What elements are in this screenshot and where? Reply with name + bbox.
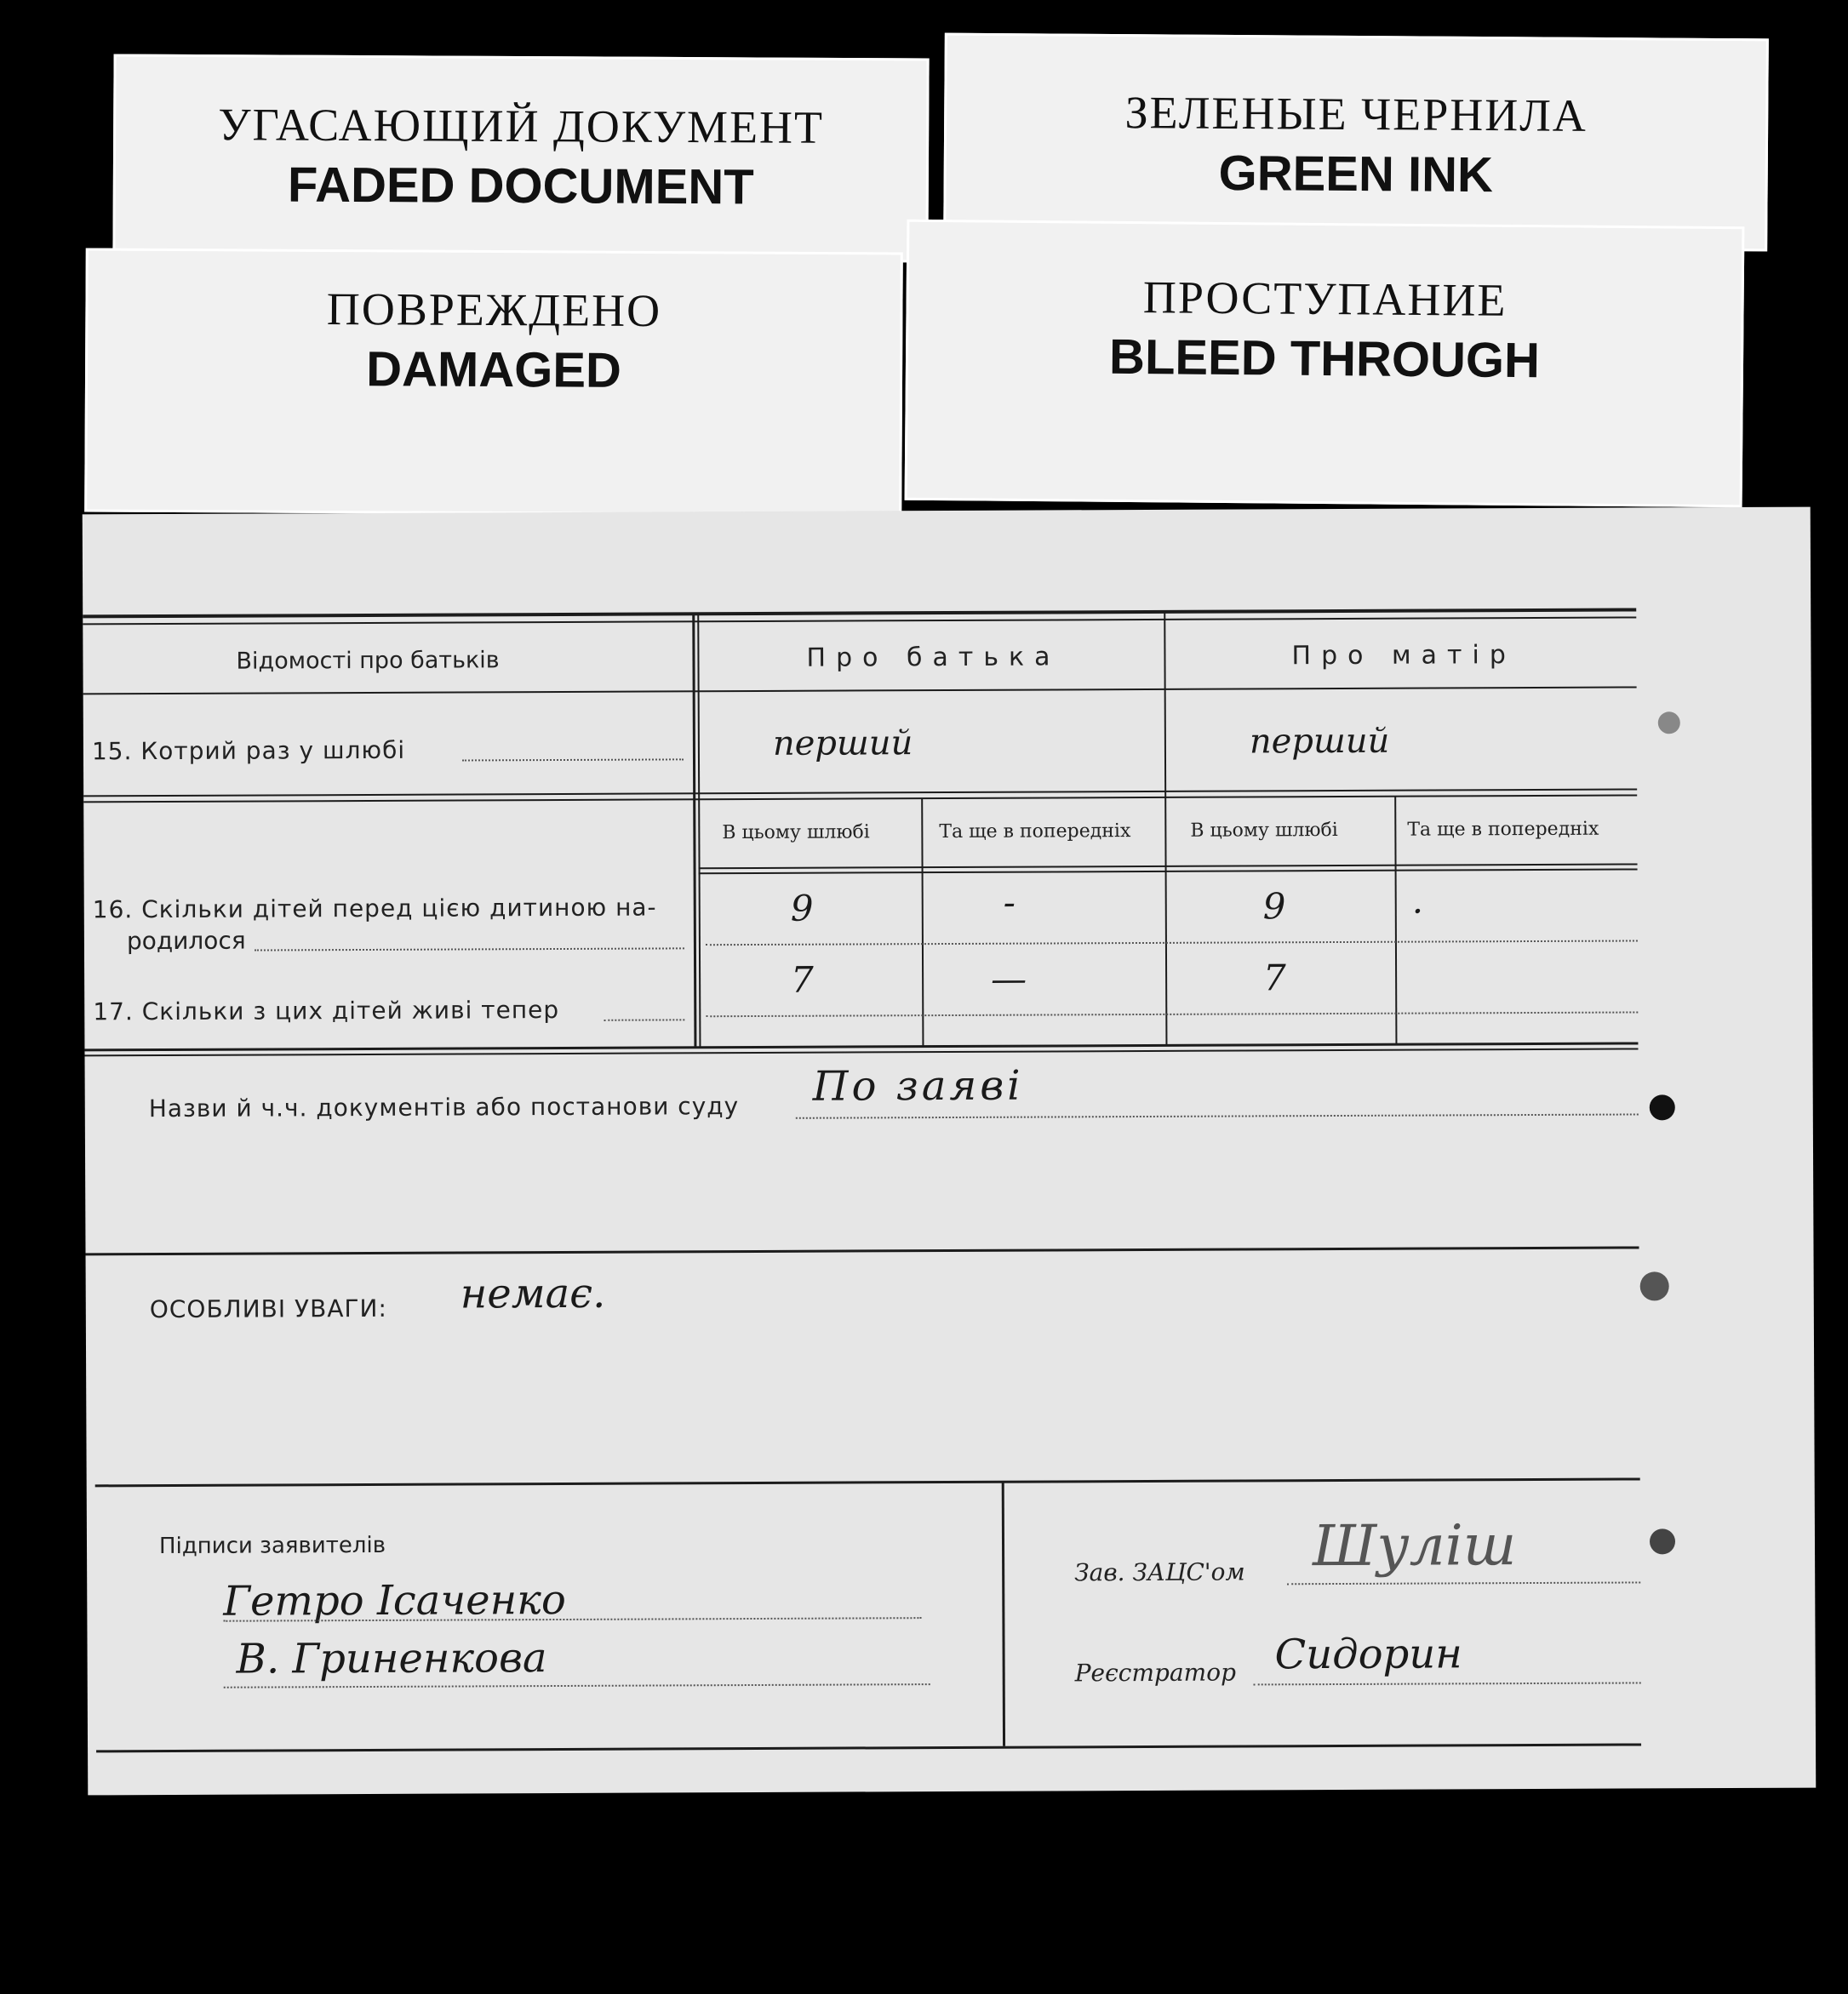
row17-mother-this: 7	[1263, 957, 1286, 999]
row15-father-value: перший	[772, 723, 913, 763]
row17-father-this: 7	[791, 958, 814, 1001]
row15-mother-value: перший	[1249, 721, 1390, 762]
row17-father-prev: —	[991, 957, 1027, 1000]
label-green-en: GREEN INK	[1218, 145, 1494, 203]
punch-hole	[1640, 1271, 1669, 1300]
label-faded-ru: УГАСАЮЩИЙ ДОКУМЕНТ	[218, 99, 825, 153]
applicant1-signature: Гетро Ісаченко	[223, 1575, 566, 1625]
label-bleed-en: BLEED THROUGH	[1108, 329, 1541, 389]
subheader-father-this-marriage: В цьому шлюбі	[722, 821, 870, 844]
header-father: Про батька	[806, 642, 1061, 673]
label-card-green-ink	[943, 33, 1769, 252]
head-zags-label: Зав. ЗАЦС'ом	[1074, 1557, 1245, 1587]
subheader-mother-previous: Та ще в попередніх	[1407, 818, 1599, 841]
punch-hole	[1658, 711, 1680, 734]
registrar-label: Реєстратор	[1074, 1658, 1237, 1688]
header-mother: Про матір	[1291, 640, 1516, 671]
row16-label-line1: 16. Скільки дітей перед цією дитиною на-	[92, 893, 657, 924]
label-card-damaged	[84, 248, 903, 516]
row15-label: 15. Котрий раз у шлюбі	[91, 735, 406, 766]
subheader-father-previous: Та ще в попередніх	[939, 820, 1131, 843]
label-bleed-ru: ПРОСТУПАНИЕ	[1142, 271, 1508, 326]
remarks-value: немає.	[460, 1269, 606, 1318]
applicant2-signature: В. Гриненкова	[236, 1634, 547, 1683]
applicants-signatures-label: Підписи заявителів	[158, 1532, 386, 1560]
punch-hole	[1650, 1094, 1675, 1120]
label-green-ru: ЗЕЛЕНЫЕ ЧЕРНИЛА	[1124, 87, 1588, 141]
label-card-faded-document	[112, 54, 929, 262]
registrar-signature: Сидорин	[1274, 1630, 1462, 1679]
documents-value: По заяві	[812, 1061, 1024, 1111]
label-damaged-ru: ПОВРЕЖДЕНО	[326, 283, 662, 337]
head-zags-signature: Шуліш	[1312, 1512, 1517, 1580]
row16-father-this: 9	[790, 887, 814, 929]
row16-label-line2: родилося	[126, 926, 246, 956]
label-damaged-en: DAMAGED	[366, 341, 622, 398]
row16-father-prev: -	[1003, 881, 1016, 923]
registry-form-sheet	[83, 507, 1817, 1796]
label-card-bleed-through	[905, 220, 1745, 508]
label-faded-en: FADED DOCUMENT	[287, 157, 754, 215]
remarks-label: ОСОБЛИВІ УВАГИ:	[149, 1294, 387, 1324]
documents-label: Назви й ч.ч. документів або постанови суду	[148, 1092, 740, 1123]
row17-label: 17. Скільки з цих дітей живі тепер	[93, 995, 560, 1026]
punch-hole	[1650, 1528, 1675, 1554]
subheader-mother-this-marriage: В цьому шлюбі	[1190, 820, 1338, 842]
row16-mother-this: 9	[1262, 885, 1286, 928]
header-parents-info: Відомості про батьків	[236, 647, 500, 675]
row16-mother-prev: .	[1411, 879, 1424, 922]
